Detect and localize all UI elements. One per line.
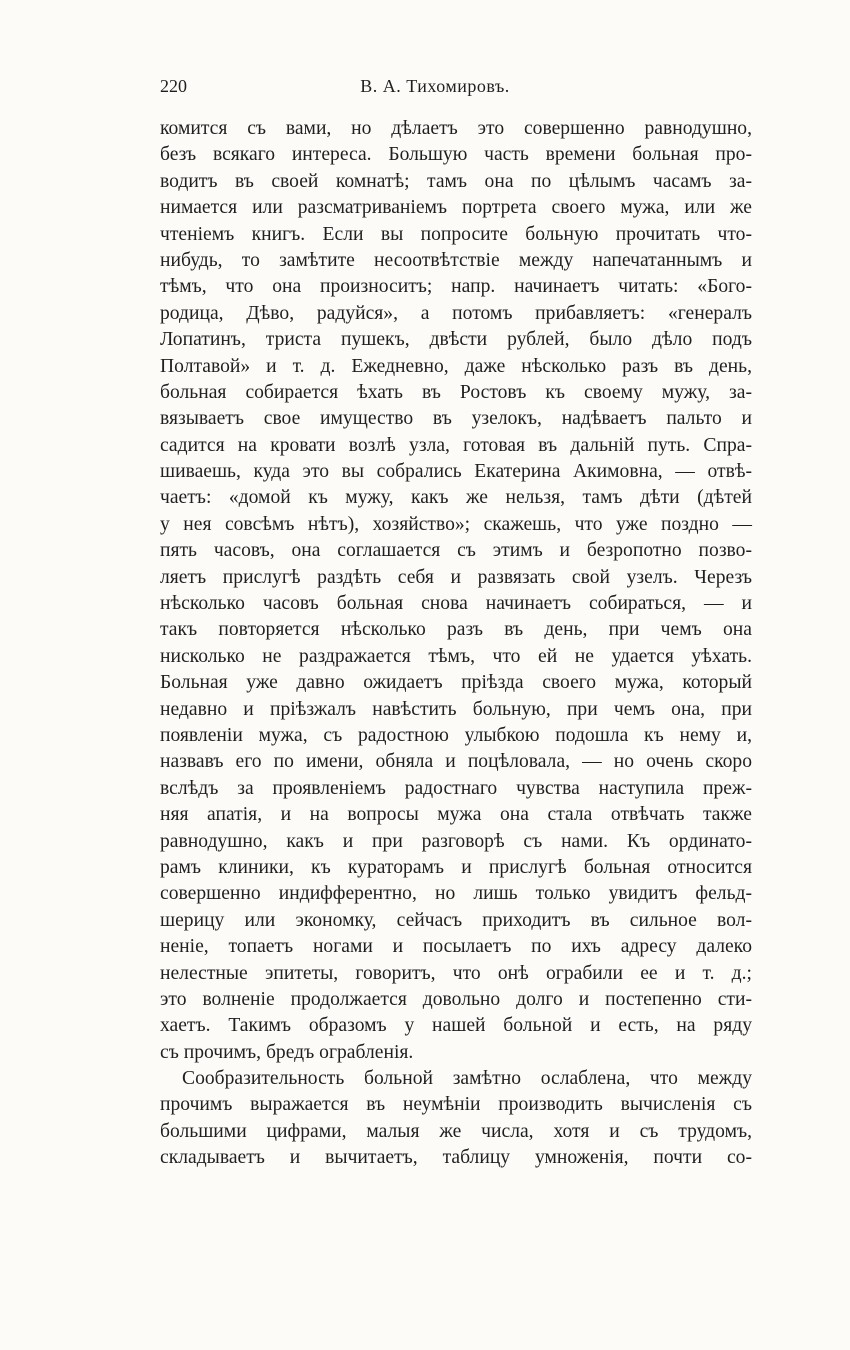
text-line: Лопатинъ, триста пушекъ, двѣсти рублей, было дѣло подъ — [160, 329, 752, 351]
text-line: Сообразительность больной замѣтно ослаблена, что между — [182, 1068, 752, 1090]
text-line: родица, Дѣво, радуйся», а потомъ прибавляетъ: «генералъ — [160, 302, 752, 324]
text-line: шерицу или экономку, сейчасъ приходитъ въ сильное вол- — [160, 909, 752, 931]
text-line: нисколько не раздражается тѣмъ, что ей не удается уѣхать. — [160, 645, 752, 667]
text-line: комится съ вами, но дѣлаетъ это совершенно равнодушно, — [160, 118, 752, 139]
text-line: вязываетъ свое имущество въ узелокъ, надѣваетъ пальто и — [160, 408, 752, 430]
text-line: такъ повторяется нѣсколько разъ въ день, при чемъ она — [160, 619, 752, 641]
text-line: Полтавой» и т. д. Ежедневно, даже нѣсколько разъ въ день, — [160, 355, 752, 377]
text-line: хаетъ. Такимъ образомъ у нашей больной и есть, на ряду — [160, 1015, 752, 1037]
running-title: В. А. Тихомировъ. — [360, 76, 510, 96]
text-line: чтеніемъ книгъ. Если вы попросите больную прочитать что- — [160, 223, 752, 245]
text-line: ляетъ прислугѣ раздѣть себя и развязать свой узелъ. Черезъ — [160, 566, 752, 588]
text-line: нибудь, то замѣтите несоотвѣтствіе между напечатаннымъ и — [160, 249, 752, 271]
text-line: появленіи мужа, съ радостною улыбкою подошла къ нему и, — [160, 724, 752, 746]
text-line: нимается или разсматриваніемъ портрета своего мужа, или же — [160, 197, 752, 219]
text-line: больная собирается ѣхать въ Ростовъ къ своему мужу, за- — [160, 381, 752, 403]
page-header — [160, 76, 710, 100]
text-line: тѣмъ, что она произноситъ; напр. начинаетъ читать: «Бого- — [160, 276, 752, 298]
text-body — [160, 116, 752, 1172]
text-line: шиваешь, куда это вы собрались Екатерина Акимовна, — отвѣ- — [160, 461, 752, 483]
text-line: нѣсколько часовъ больная снова начинаетъ собираться, — и — [160, 593, 752, 615]
text-line: прочимъ выражается въ неумѣніи производить вычисленія съ — [160, 1094, 752, 1116]
text-line: няя апатія, и на вопросы мужа она стала отвѣчать также — [160, 804, 752, 826]
text-line: большими цифрами, малыя же числа, хотя и съ трудомъ, — [160, 1120, 752, 1142]
text-line: назвавъ его по имени, обняла и поцѣловала, — но очень скоро — [160, 751, 752, 773]
page-number: 220 — [160, 76, 187, 96]
text-line: садится на кровати возлѣ узла, готовая въ дальній путь. Спра- — [160, 434, 752, 456]
text-line: нелестные эпитеты, говоритъ, что онѣ ограбили ее и т. д.; — [160, 962, 752, 984]
text-line: это волненіе продолжается довольно долго и постепенно сти- — [160, 988, 752, 1010]
text-line: равнодушно, какъ и при разговорѣ съ нами. Къ ординато- — [160, 830, 752, 852]
text-line: у нея совсѣмъ нѣтъ), хозяйство»; скажешь, что уже поздно — — [160, 513, 752, 535]
text-line: вслѣдъ за проявленіемъ радостнаго чувства наступила преж- — [160, 777, 752, 799]
text-line: пять часовъ, она соглашается съ этимъ и безропотно позво- — [160, 540, 752, 562]
text-line: водитъ въ своей комнатѣ; тамъ она по цѣлымъ часамъ за- — [160, 170, 752, 192]
text-line: съ прочимъ, бредъ ограбленія. — [160, 1041, 414, 1063]
text-line: безъ всякаго интереса. Большую часть времени больная про- — [160, 144, 752, 166]
text-line: рамъ клиники, къ кураторамъ и прислугѣ больная относится — [160, 856, 752, 878]
text-line: складываетъ и вычитаетъ, таблицу умноженія, почти со- — [160, 1147, 752, 1169]
text-line: чаетъ: «домой къ мужу, какъ же нельзя, тамъ дѣти (дѣтей — [160, 487, 752, 509]
text-line: совершенно индифферентно, но лишь только увидитъ фельд- — [160, 883, 752, 905]
text-line: неніе, топаетъ ногами и посылаетъ по ихъ адресу далеко — [160, 936, 752, 958]
text-line: Больная уже давно ожидаетъ пріѣзда своего мужа, который — [160, 672, 752, 694]
text-line: недавно и пріѣзжалъ навѣстить больную, при чемъ она, при — [160, 698, 752, 720]
